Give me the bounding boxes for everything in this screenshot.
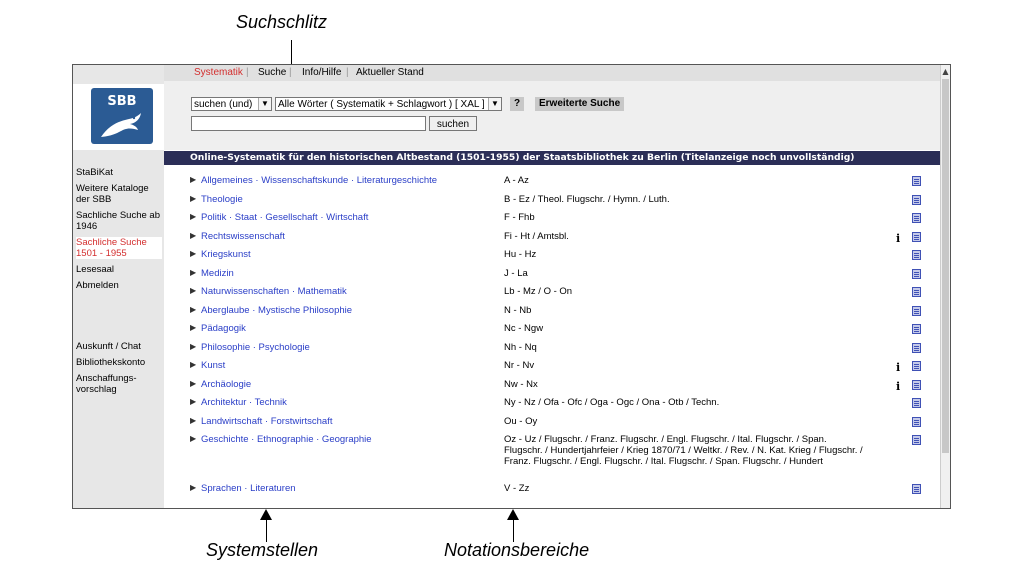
expand-triangle-icon[interactable]: ▶ <box>190 342 197 351</box>
book-icon[interactable] <box>912 343 921 353</box>
systematik-table <box>164 165 940 508</box>
page-frame <box>72 64 951 509</box>
category-link[interactable]: Sprachen · Literaturen <box>201 483 296 494</box>
search-field-value: Alle Wörter ( Systematik + Schlagwort ) [ XAL ] <box>278 99 485 110</box>
advanced-search-button[interactable]: Erweiterte Suche <box>535 97 624 111</box>
book-icon[interactable] <box>912 250 921 260</box>
logo-text: SBB <box>107 94 137 109</box>
annotation-suchschlitz: Suchschlitz <box>236 12 328 32</box>
expand-triangle-icon[interactable]: ▶ <box>190 268 197 277</box>
category-link[interactable]: Kriegskunst <box>201 249 251 260</box>
notation-range: Nw - Nx <box>504 379 538 390</box>
arrow-up-icon <box>260 509 272 520</box>
category-link[interactable]: Allgemeines · Wissenschaftskunde · Literaturgeschichte <box>201 175 438 186</box>
page-title: Online-Systematik für den historischen Altbestand (1501-1955) der Staatsbibliothek zu Berlin (Titelanzeige noch unvollständig) <box>164 151 940 165</box>
sidebar-item-lesesaal[interactable]: Lesesaal <box>76 264 115 275</box>
annotation-line-left <box>266 520 267 542</box>
book-icon[interactable] <box>912 232 921 242</box>
category-link[interactable]: Aberglaube · Mystische Philosophie <box>201 305 353 316</box>
category-link[interactable]: Naturwissenschaften · Mathematik <box>201 286 347 297</box>
notation-range: Ny - Nz / Ofa - Ofc / Oga - Ogc / Ona - Otb / Techn. <box>504 397 720 408</box>
book-icon[interactable] <box>912 213 921 223</box>
notation-range: N - Nb <box>504 305 532 316</box>
expand-triangle-icon[interactable]: ▶ <box>190 323 197 332</box>
book-icon[interactable] <box>912 287 921 297</box>
scroll-up-icon[interactable]: ▲ <box>942 67 949 76</box>
tab-aktueller-stand[interactable]: Aktueller Stand <box>356 67 424 78</box>
top-nav <box>164 65 940 81</box>
sidebar-item-sachliche-suche-1946[interactable]: Sachliche Suche ab 1946 <box>76 210 160 232</box>
category-link[interactable]: Architektur · Technik <box>201 397 287 408</box>
expand-triangle-icon[interactable]: ▶ <box>190 175 197 184</box>
category-link[interactable]: Politik · Staat · Gesellschaft · Wirtschaft <box>201 212 369 223</box>
notation-range: Lb - Mz / O - On <box>504 286 573 297</box>
notation-range: J - La <box>504 268 528 279</box>
expand-triangle-icon[interactable]: ▶ <box>190 434 197 443</box>
info-icon[interactable]: i <box>896 361 901 374</box>
annotation-systemstellen: Systemstellen <box>206 540 319 560</box>
sidebar-item-stabikat[interactable]: StaBiKat <box>76 167 113 178</box>
tab-suche[interactable]: Suche <box>258 67 287 78</box>
expand-triangle-icon[interactable]: ▶ <box>190 379 197 388</box>
expand-triangle-icon[interactable]: ▶ <box>190 249 197 258</box>
search-mode-value: suchen (und) <box>194 99 253 110</box>
book-icon[interactable] <box>912 176 921 186</box>
search-mode-select[interactable] <box>191 97 272 111</box>
expand-triangle-icon[interactable]: ▶ <box>190 286 197 295</box>
sidebar-item-sachliche-suche-1501[interactable]: Sachliche Suche 1501 - 1955 <box>76 237 162 259</box>
info-icon[interactable]: i <box>896 232 901 245</box>
expand-triangle-icon[interactable]: ▶ <box>190 416 197 425</box>
book-icon[interactable] <box>912 361 921 371</box>
notation-range: A - Az <box>504 175 529 186</box>
book-icon[interactable] <box>912 269 921 279</box>
book-icon[interactable] <box>912 398 921 408</box>
notation-range: Hu - Hz <box>504 249 537 260</box>
notation-range: Nr - Nv <box>504 360 535 371</box>
expand-triangle-icon[interactable]: ▶ <box>190 397 197 406</box>
expand-triangle-icon[interactable]: ▶ <box>190 360 197 369</box>
sidebar-item-abmelden[interactable]: Abmelden <box>76 280 119 291</box>
help-button[interactable]: ? <box>510 97 524 111</box>
sidebar-item-auskunft-chat[interactable]: Auskunft / Chat <box>76 341 141 352</box>
tab-info-hilfe[interactable]: Info/Hilfe <box>302 67 342 78</box>
info-icon[interactable]: i <box>896 380 901 393</box>
expand-triangle-icon[interactable]: ▶ <box>190 194 197 203</box>
book-icon[interactable] <box>912 484 921 494</box>
expand-triangle-icon[interactable]: ▶ <box>190 305 197 314</box>
book-icon[interactable] <box>912 306 921 316</box>
category-link[interactable]: Philosophie · Psychologie <box>201 342 310 353</box>
sidebar-item-weitere-kataloge[interactable]: Weitere Kataloge der SBB <box>76 183 149 205</box>
tab-systematik[interactable]: Systematik <box>194 67 243 78</box>
category-link[interactable]: Pädagogik <box>201 323 246 334</box>
chevron-down-icon: ▼ <box>258 98 271 110</box>
category-link[interactable]: Geschichte · Ethnographie · Geographie <box>201 434 372 445</box>
category-link[interactable]: Theologie <box>201 194 243 205</box>
arrow-up-icon <box>507 509 519 520</box>
book-icon[interactable] <box>912 195 921 205</box>
chevron-down-icon: ▼ <box>488 98 501 110</box>
search-field-select[interactable] <box>275 97 502 111</box>
sbb-logo[interactable] <box>91 88 153 144</box>
tab-separator: | <box>346 67 349 78</box>
notation-range: Nh - Nq <box>504 342 537 353</box>
category-link[interactable]: Archäologie <box>201 379 252 390</box>
search-input[interactable] <box>191 116 426 131</box>
book-icon[interactable] <box>912 380 921 390</box>
annotation-line-right <box>513 520 514 542</box>
notation-range: Ou - Oy <box>504 416 538 427</box>
expand-triangle-icon[interactable]: ▶ <box>190 231 197 240</box>
sidebar-item-anschaffungsvorschlag[interactable]: Anschaffungs-vorschlag <box>76 373 137 395</box>
book-icon[interactable] <box>912 324 921 334</box>
scrollbar[interactable] <box>940 65 950 508</box>
notation-range: Nc - Ngw <box>504 323 544 334</box>
notation-range: Oz - Uz / Flugschr. / Franz. Flugschr. / Engl. Flugschr. / Ital. Flugschr. / Span. Flugschr. / Hundertjahrfeier / Krieg 1870/71 / Weltkr. / Rev. / N. Kat. Krieg / Flugschr. / Franz. Flugschr. / Engl. Flugschr. / Ital. Flugschr. / Span. Flugschr. / Hundert <box>504 434 863 467</box>
category-link[interactable]: Kunst <box>201 360 226 371</box>
logo-area <box>73 84 164 150</box>
sidebar-item-bibliothekskonto[interactable]: Bibliothekskonto <box>76 357 146 368</box>
notation-range: Fi - Ht / Amtsbl. <box>504 231 569 242</box>
search-button[interactable]: suchen <box>429 116 477 131</box>
notation-range: F - Fhb <box>504 212 535 223</box>
expand-triangle-icon[interactable]: ▶ <box>190 212 197 221</box>
book-icon[interactable] <box>912 417 921 427</box>
expand-triangle-icon[interactable]: ▶ <box>190 483 197 492</box>
annotation-notationsbereiche: Notationsbereiche <box>444 540 590 560</box>
category-link[interactable]: Rechtswissenschaft <box>201 231 285 242</box>
notation-range: B - Ez / Theol. Flugschr. / Hymn. / Luth. <box>504 194 670 205</box>
eagle-icon <box>99 111 145 141</box>
search-area <box>164 81 940 150</box>
notation-range: V - Zz <box>504 483 530 494</box>
category-link[interactable]: Landwirtschaft · Forstwirtschaft <box>201 416 333 427</box>
tab-separator: | <box>289 67 292 78</box>
category-link[interactable]: Medizin <box>201 268 234 279</box>
scrollbar-thumb[interactable] <box>942 79 949 453</box>
tab-separator: | <box>246 67 249 78</box>
book-icon[interactable] <box>912 435 921 445</box>
